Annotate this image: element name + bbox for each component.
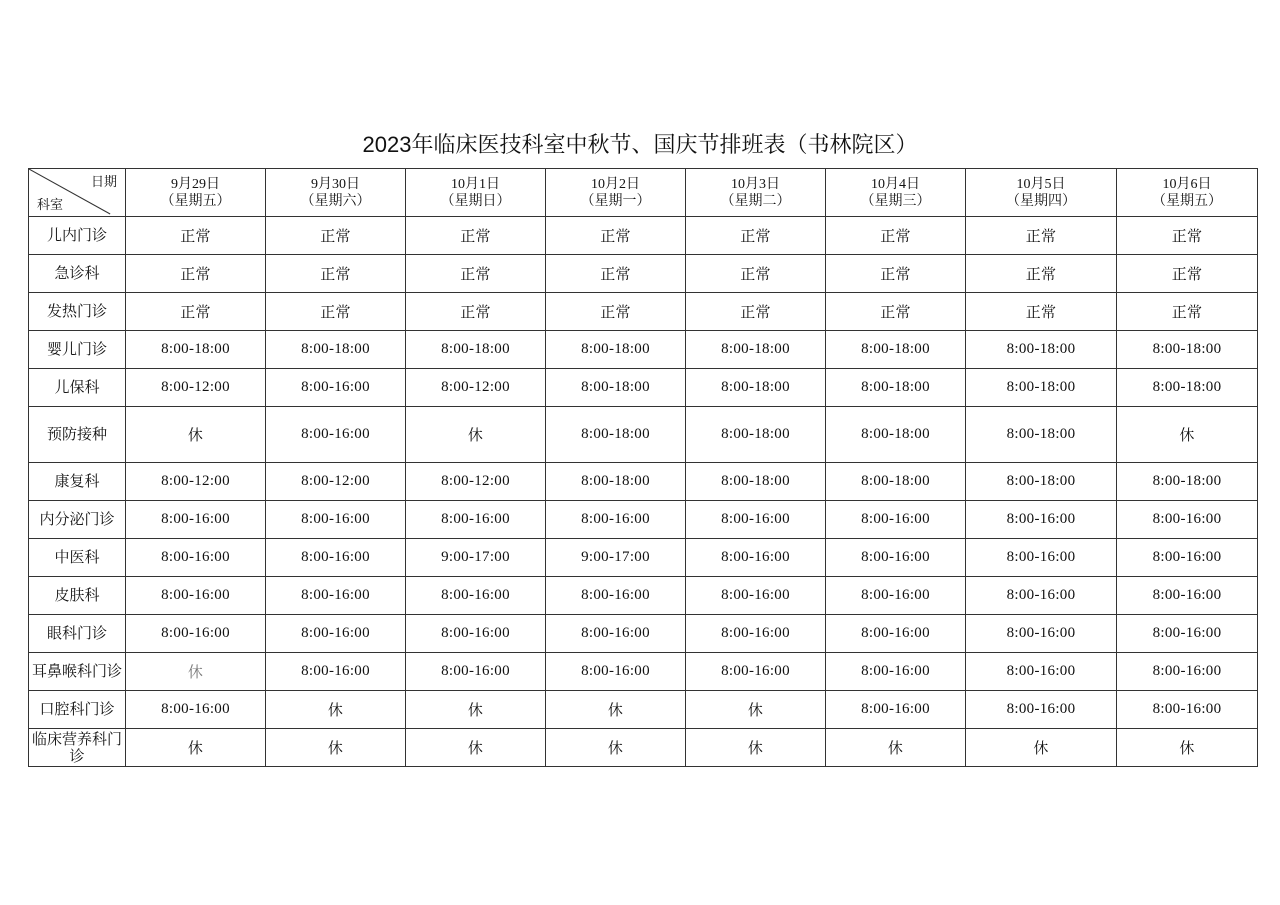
schedule-cell: 8:00-18:00 — [546, 331, 686, 369]
schedule-body — [29, 217, 1258, 767]
schedule-cell: 8:00-16:00 — [126, 539, 266, 577]
weekday-label: （星期五） — [160, 193, 231, 209]
header-row — [29, 169, 1258, 217]
schedule-cell: 8:00-16:00 — [406, 501, 546, 539]
schedule-cell: 8:00-18:00 — [966, 407, 1117, 463]
table-row — [29, 293, 1258, 331]
schedule-cell: 8:00-18:00 — [686, 331, 826, 369]
schedule-cell: 8:00-16:00 — [266, 577, 406, 615]
schedule-cell: 8:00-16:00 — [966, 577, 1117, 615]
schedule-cell: 8:00-16:00 — [966, 615, 1117, 653]
schedule-cell: 休 — [546, 729, 686, 767]
schedule-cell: 8:00-18:00 — [546, 463, 686, 501]
schedule-cell: 8:00-16:00 — [266, 407, 406, 463]
schedule-cell: 8:00-16:00 — [966, 501, 1117, 539]
schedule-cell: 8:00-16:00 — [826, 691, 966, 729]
schedule-cell: 8:00-18:00 — [546, 369, 686, 407]
schedule-cell: 8:00-16:00 — [686, 615, 826, 653]
schedule-cell: 8:00-16:00 — [686, 577, 826, 615]
schedule-cell: 正常 — [1117, 255, 1258, 293]
table-row — [29, 691, 1258, 729]
schedule-cell: 8:00-16:00 — [546, 577, 686, 615]
schedule-cell: 8:00-16:00 — [266, 615, 406, 653]
schedule-cell: 正常 — [1117, 217, 1258, 255]
schedule-cell: 8:00-18:00 — [546, 407, 686, 463]
schedule-cell: 8:00-16:00 — [966, 653, 1117, 691]
date-header — [966, 169, 1117, 217]
schedule-cell: 8:00-16:00 — [826, 577, 966, 615]
date-header — [406, 169, 546, 217]
schedule-cell: 休 — [126, 729, 266, 767]
schedule-cell: 8:00-18:00 — [826, 369, 966, 407]
schedule-cell: 正常 — [406, 217, 546, 255]
schedule-cell: 休 — [406, 691, 546, 729]
schedule-cell: 8:00-18:00 — [1117, 369, 1258, 407]
schedule-cell: 正常 — [266, 293, 406, 331]
schedule-cell: 休 — [686, 729, 826, 767]
schedule-cell: 正常 — [826, 217, 966, 255]
table-row — [29, 331, 1258, 369]
date-label: 10月3日 — [731, 176, 780, 192]
department-name: 眼科门诊 — [29, 615, 126, 653]
schedule-cell: 正常 — [826, 255, 966, 293]
schedule-cell: 8:00-18:00 — [686, 463, 826, 501]
date-header — [1117, 169, 1258, 217]
schedule-cell: 正常 — [686, 255, 826, 293]
table-row — [29, 653, 1258, 691]
department-name: 康复科 — [29, 463, 126, 501]
schedule-cell: 正常 — [546, 255, 686, 293]
schedule-cell: 休 — [1117, 407, 1258, 463]
schedule-cell: 休 — [1117, 729, 1258, 767]
schedule-cell: 8:00-16:00 — [686, 539, 826, 577]
schedule-cell: 8:00-16:00 — [826, 615, 966, 653]
corner-header-cell — [29, 169, 126, 217]
schedule-cell: 8:00-18:00 — [966, 331, 1117, 369]
schedule-cell: 正常 — [1117, 293, 1258, 331]
schedule-cell: 8:00-16:00 — [546, 653, 686, 691]
schedule-cell: 休 — [966, 729, 1117, 767]
department-name: 耳鼻喉科门诊 — [29, 653, 126, 691]
schedule-cell: 8:00-16:00 — [406, 615, 546, 653]
schedule-cell: 正常 — [406, 255, 546, 293]
table-row — [29, 463, 1258, 501]
department-name: 中医科 — [29, 539, 126, 577]
schedule-cell: 8:00-18:00 — [966, 369, 1117, 407]
department-name: 临床营养科门诊 — [29, 729, 126, 767]
schedule-cell: 8:00-18:00 — [1117, 463, 1258, 501]
department-name: 发热门诊 — [29, 293, 126, 331]
schedule-cell: 休 — [826, 729, 966, 767]
schedule-cell: 8:00-16:00 — [966, 691, 1117, 729]
schedule-cell: 8:00-16:00 — [406, 653, 546, 691]
schedule-cell: 8:00-18:00 — [1117, 331, 1258, 369]
schedule-cell: 8:00-16:00 — [266, 653, 406, 691]
schedule-cell: 9:00-17:00 — [406, 539, 546, 577]
schedule-cell: 8:00-16:00 — [126, 577, 266, 615]
schedule-cell: 正常 — [966, 293, 1117, 331]
schedule-cell: 8:00-16:00 — [546, 501, 686, 539]
table-row — [29, 369, 1258, 407]
date-label: 10月2日 — [591, 176, 640, 192]
schedule-cell: 正常 — [966, 217, 1117, 255]
schedule-cell: 休 — [546, 691, 686, 729]
schedule-cell: 8:00-12:00 — [266, 463, 406, 501]
schedule-cell: 8:00-18:00 — [826, 331, 966, 369]
weekday-label: （星期五） — [1152, 193, 1222, 209]
schedule-table — [28, 168, 1258, 767]
schedule-cell: 8:00-16:00 — [406, 577, 546, 615]
schedule-cell: 8:00-18:00 — [826, 407, 966, 463]
schedule-cell: 9:00-17:00 — [546, 539, 686, 577]
schedule-cell: 8:00-12:00 — [126, 369, 266, 407]
weekday-label: （星期日） — [440, 193, 511, 209]
weekday-label: （星期二） — [720, 193, 791, 209]
department-name: 皮肤科 — [29, 577, 126, 615]
schedule-cell: 8:00-18:00 — [826, 463, 966, 501]
corner-dept-label: 科室 — [37, 197, 64, 212]
corner-date-label: 日期 — [90, 174, 117, 189]
department-name: 内分泌门诊 — [29, 501, 126, 539]
schedule-cell: 8:00-16:00 — [266, 501, 406, 539]
schedule-cell: 8:00-12:00 — [406, 463, 546, 501]
schedule-cell: 8:00-16:00 — [126, 615, 266, 653]
table-row — [29, 255, 1258, 293]
schedule-cell: 8:00-16:00 — [826, 501, 966, 539]
schedule-cell: 8:00-16:00 — [546, 615, 686, 653]
date-label: 10月6日 — [1162, 176, 1212, 192]
department-name: 急诊科 — [29, 255, 126, 293]
schedule-cell: 正常 — [266, 217, 406, 255]
schedule-cell: 8:00-16:00 — [826, 653, 966, 691]
schedule-cell: 8:00-16:00 — [126, 691, 266, 729]
schedule-cell: 正常 — [406, 293, 546, 331]
date-header — [266, 169, 406, 217]
weekday-label: （星期六） — [300, 193, 371, 209]
schedule-cell: 正常 — [266, 255, 406, 293]
schedule-cell: 正常 — [686, 293, 826, 331]
table-row — [29, 217, 1258, 255]
schedule-cell: 8:00-16:00 — [686, 653, 826, 691]
schedule-cell: 休 — [406, 407, 546, 463]
schedule-cell: 8:00-12:00 — [406, 369, 546, 407]
department-name: 儿保科 — [29, 369, 126, 407]
schedule-cell: 正常 — [966, 255, 1117, 293]
department-name: 口腔科门诊 — [29, 691, 126, 729]
date-header — [686, 169, 826, 217]
schedule-cell: 8:00-16:00 — [966, 539, 1117, 577]
date-label: 9月30日 — [311, 176, 360, 192]
schedule-cell: 8:00-18:00 — [686, 407, 826, 463]
date-header — [126, 169, 266, 217]
department-name: 婴儿门诊 — [29, 331, 126, 369]
schedule-cell: 休 — [126, 407, 266, 463]
date-label: 9月29日 — [171, 176, 220, 192]
schedule-cell: 休 — [266, 691, 406, 729]
weekday-label: （星期一） — [580, 193, 651, 209]
date-label: 10月5日 — [1016, 176, 1066, 192]
schedule-cell: 休 — [126, 653, 266, 691]
schedule-cell: 休 — [266, 729, 406, 767]
schedule-cell: 8:00-18:00 — [686, 369, 826, 407]
department-name: 儿内门诊 — [29, 217, 126, 255]
schedule-cell: 正常 — [546, 293, 686, 331]
department-name: 预防接种 — [29, 407, 126, 463]
schedule-cell: 正常 — [126, 217, 266, 255]
schedule-cell: 8:00-16:00 — [126, 501, 266, 539]
weekday-label: （星期四） — [1006, 193, 1076, 209]
schedule-cell: 8:00-16:00 — [266, 369, 406, 407]
table-row — [29, 577, 1258, 615]
schedule-cell: 休 — [686, 691, 826, 729]
schedule-cell: 休 — [406, 729, 546, 767]
table-row — [29, 407, 1258, 463]
table-row — [29, 615, 1258, 653]
table-row — [29, 501, 1258, 539]
schedule-cell: 8:00-16:00 — [686, 501, 826, 539]
schedule-cell: 8:00-18:00 — [126, 331, 266, 369]
table-row — [29, 539, 1258, 577]
schedule-cell: 正常 — [686, 217, 826, 255]
schedule-cell: 正常 — [126, 293, 266, 331]
page-title: 2023年临床医技科室中秋节、国庆节排班表（书林院区） — [362, 132, 918, 157]
schedule-cell: 正常 — [126, 255, 266, 293]
schedule-cell: 8:00-18:00 — [406, 331, 546, 369]
schedule-cell: 8:00-16:00 — [1117, 539, 1258, 577]
date-label: 10月1日 — [451, 176, 500, 192]
schedule-cell: 正常 — [826, 293, 966, 331]
table-row — [29, 729, 1258, 767]
schedule-cell: 8:00-16:00 — [826, 539, 966, 577]
weekday-label: （星期三） — [860, 193, 931, 209]
date-header — [826, 169, 966, 217]
schedule-cell: 8:00-16:00 — [1117, 615, 1258, 653]
schedule-cell: 8:00-18:00 — [966, 463, 1117, 501]
schedule-cell: 8:00-12:00 — [126, 463, 266, 501]
schedule-cell: 8:00-16:00 — [1117, 691, 1258, 729]
schedule-cell: 8:00-16:00 — [1117, 501, 1258, 539]
schedule-cell: 8:00-16:00 — [1117, 577, 1258, 615]
schedule-cell: 8:00-16:00 — [266, 539, 406, 577]
schedule-cell: 8:00-18:00 — [266, 331, 406, 369]
date-header — [546, 169, 686, 217]
schedule-cell: 正常 — [546, 217, 686, 255]
date-label: 10月4日 — [871, 176, 920, 192]
schedule-cell: 8:00-16:00 — [1117, 653, 1258, 691]
